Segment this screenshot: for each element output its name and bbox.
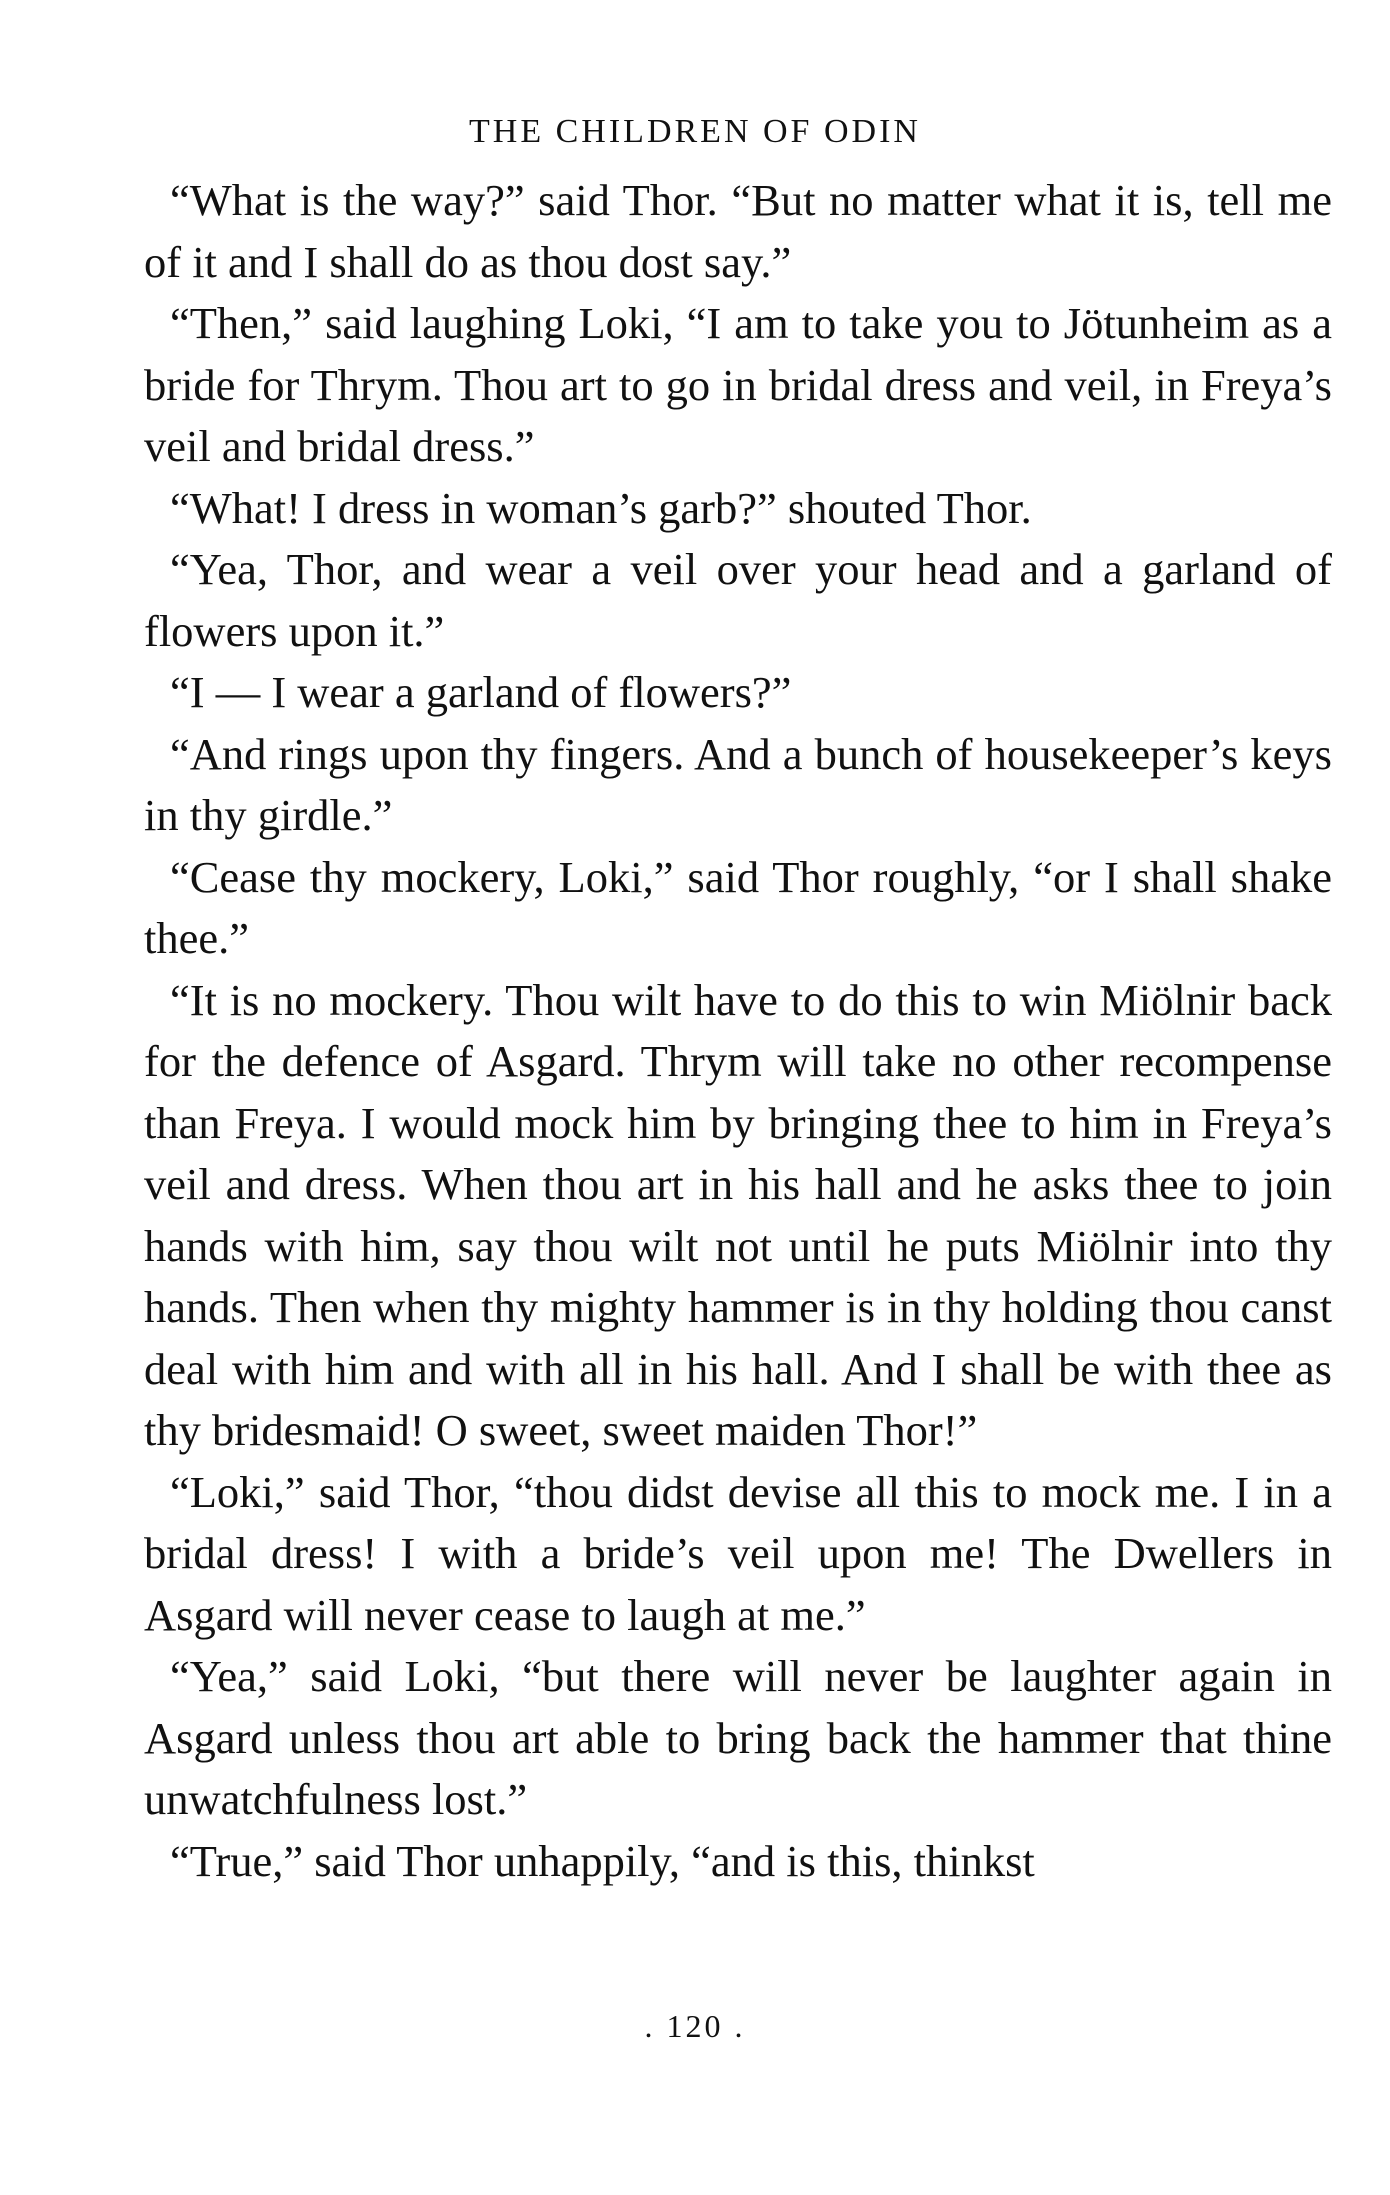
running-head: THE CHILDREN OF ODIN	[469, 113, 921, 150]
page-body-text	[144, 170, 1332, 1892]
paragraph: “Loki,” said Thor, “thou didst devise all this to mock me. I in a bridal dress! I with a bride’s veil upon me! The Dwellers in Asgard will never cease to laugh at me.”	[144, 1466, 1332, 1640]
paragraph: “And rings upon thy fingers. And a bunch of housekeeper’s keys in thy girdle.”	[144, 728, 1332, 840]
page-number: . 120 .	[644, 2008, 746, 2044]
paragraph: “True,” said Thor unhappily, “and is this, thinkst	[170, 1835, 1035, 1886]
paragraph: “Yea, Thor, and wear a veil over your head and a garland of flowers upon it.”	[144, 544, 1332, 656]
paragraph: “I — I wear a garland of flowers?”	[170, 667, 792, 717]
paragraph: “It is no mockery. Thou wilt have to do this to win Miölnir back for the defence of Asgard. Thrym will take no other recompense than Freya. I would mock him by bringing thee to him in Freya’s veil and dress. When thou art in his hall and he asks thee to join hands with him, say thou wilt not until he puts Miölnir into thy hands. Then when thy mighty hammer is in thy holding thou canst deal with him and with all in his hall. And I shall be with thee as thy bridesmaid! O sweet, sweet maiden Thor!”	[144, 974, 1332, 1455]
paragraph: “Yea,” said Loki, “but there will never be laughter again in Asgard unless thou art able to bring back the hammer that thine unwatchfulness lost.”	[144, 1651, 1332, 1824]
paragraph: “What! I dress in woman’s garb?” shouted Thor.	[170, 482, 1032, 533]
paragraph: “Cease thy mockery, Loki,” said Thor roughly, “or I shall shake thee.”	[144, 851, 1332, 963]
paragraph: “Then,” said laughing Loki, “I am to take you to Jötunheim as a bride for Thrym. Thou art to go in bridal dress and veil, in Freya’s veil and bridal dress.”	[144, 298, 1332, 471]
paragraph: “What is the way?” said Thor. “But no matter what it is, tell me of it and I shall do as thou dost say.”	[144, 175, 1332, 287]
